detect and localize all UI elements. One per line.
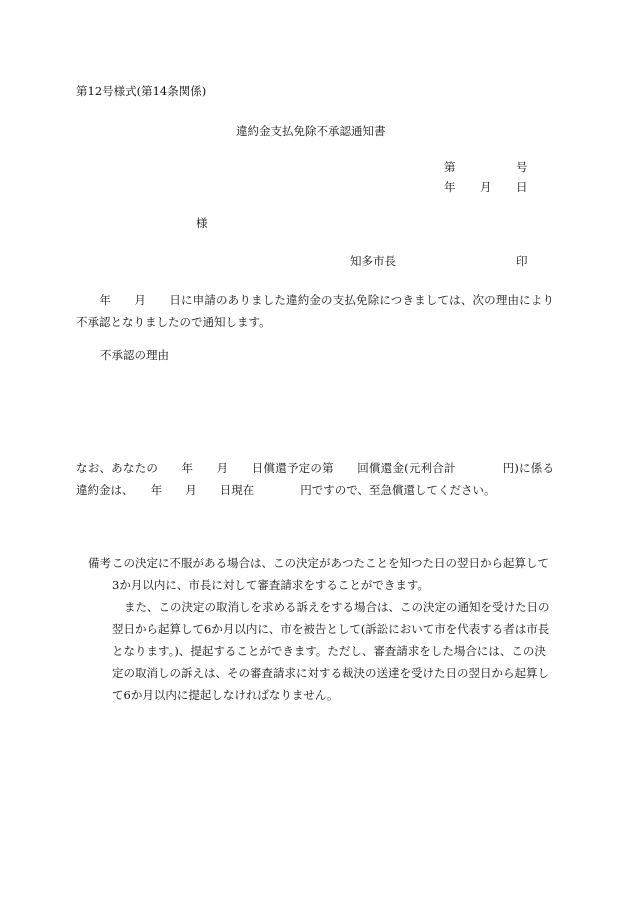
seal-mark: 印	[516, 254, 528, 268]
reason-label: 不承認の理由	[100, 348, 169, 362]
form-number: 第12号様式(第14条関係)	[76, 84, 207, 98]
remarks-paragraph-1: この決定に不服がある場合は、この決定があつたことを知つた日の翌日から起算して3か月以内に、市長に対して審査請求をすることができます。	[112, 556, 549, 592]
remarks-body	[112, 552, 554, 706]
remarks-section	[76, 552, 554, 706]
number-suffix: 号	[516, 160, 528, 174]
remarks-paragraph-2: また、この決定の取消しを求める訴えをする場合は、この決定の通知を受けた日の翌日から起算して6か月以内に、市を被告として(訴訟において市を代表する者は市長となります。)、提起することができます。ただし、審査請求をした場合には、この決定の取消しの訴えは、その審査請求に対する裁決の送達を受けた日の翌日から起算して6か月以内に提起しなければなりません。	[112, 600, 550, 702]
remarks-label: 備考	[88, 556, 111, 570]
date-day: 日	[516, 180, 528, 194]
body-paragraph: 年 月 日に申請のありました違約金の支払免除につきましては、次の理由により不承認となりましたので通知します。	[76, 293, 554, 329]
notice-paragraph: なお、あなたの 年 月 日償還予定の第 回償還金(元利合計 円)に係る違約金は、 年 月 日現在 円ですので、至急償還してください。	[76, 461, 554, 497]
number-prefix: 第	[444, 160, 456, 174]
addressee-suffix: 様	[196, 216, 208, 230]
date-year: 年	[444, 180, 456, 194]
document-title: 違約金支払免除不承認通知書	[236, 124, 386, 138]
date-month: 月	[480, 180, 492, 194]
sender-name: 知多市長	[350, 254, 396, 268]
